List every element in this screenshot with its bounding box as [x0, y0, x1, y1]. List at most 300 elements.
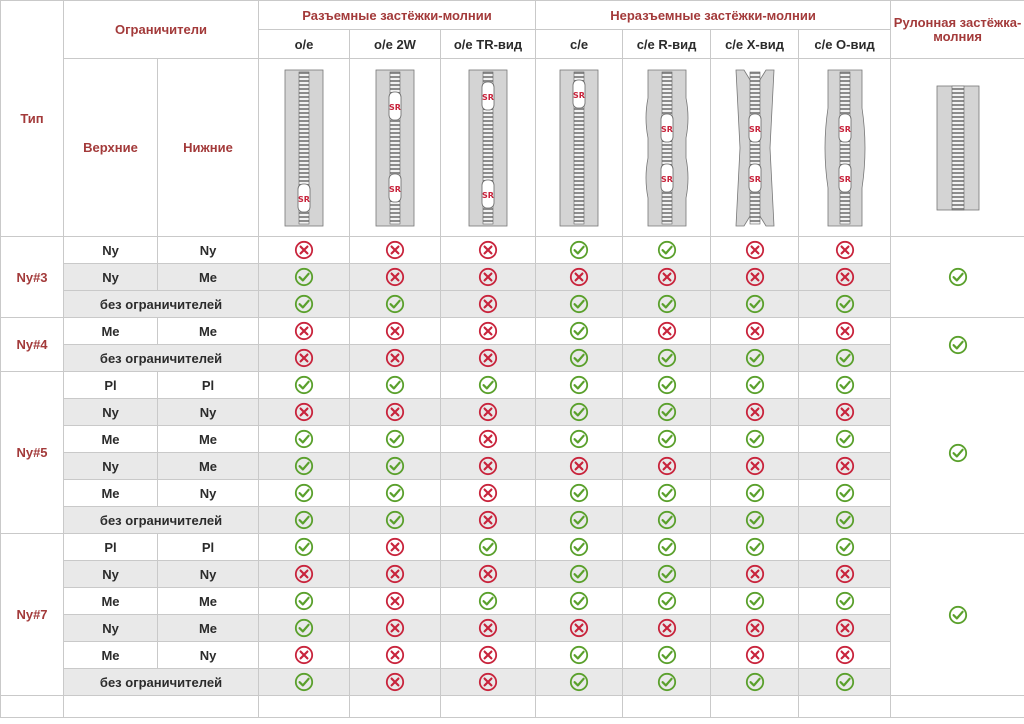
check-icon — [569, 402, 589, 422]
check-icon — [569, 537, 589, 557]
compat-cell — [350, 264, 441, 291]
check-icon — [745, 510, 765, 530]
compat-cell — [259, 561, 350, 588]
cross-icon — [478, 321, 498, 341]
compat-cell — [259, 264, 350, 291]
check-icon — [835, 294, 855, 314]
svg-text:SR: SR — [660, 174, 673, 184]
svg-text:SR: SR — [298, 194, 310, 204]
compat-cell — [441, 291, 536, 318]
lower-limiter-cell: Me — [158, 588, 259, 615]
cross-icon — [478, 456, 498, 476]
compat-cell — [799, 615, 891, 642]
compat-cell — [799, 669, 891, 696]
compat-cell — [623, 426, 711, 453]
empty-cell — [1, 696, 64, 718]
compat-cell — [623, 588, 711, 615]
compat-cell — [441, 669, 536, 696]
compat-cell — [350, 237, 441, 264]
zipper-image-cell — [536, 59, 623, 237]
compat-cell — [799, 453, 891, 480]
cross-icon — [745, 564, 765, 584]
compat-cell — [711, 669, 799, 696]
check-icon — [385, 375, 405, 395]
lower-limiter-cell: Ny — [158, 237, 259, 264]
compat-cell — [623, 561, 711, 588]
compat-cell — [441, 507, 536, 534]
compat-cell — [350, 453, 441, 480]
check-icon — [569, 429, 589, 449]
check-icon — [385, 483, 405, 503]
cross-icon — [385, 591, 405, 611]
upper-limiter-cell: Me — [64, 480, 158, 507]
check-icon — [294, 456, 314, 476]
lower-limiter-cell: Ny — [158, 399, 259, 426]
svg-text:SR: SR — [389, 102, 401, 112]
check-icon — [835, 348, 855, 368]
compat-cell — [536, 399, 623, 426]
compat-cell — [711, 318, 799, 345]
check-icon — [657, 564, 677, 584]
column-header: с/е R-вид — [623, 30, 711, 59]
empty-row — [1, 696, 1024, 718]
cross-icon — [294, 645, 314, 665]
cross-icon — [745, 645, 765, 665]
lower-limiter-cell: Me — [158, 318, 259, 345]
check-icon — [569, 564, 589, 584]
compat-cell — [623, 642, 711, 669]
compat-cell — [536, 426, 623, 453]
zipper-open-end-icon — [259, 68, 349, 228]
empty-cell — [891, 696, 1024, 718]
table-row — [1, 264, 1024, 291]
upper-limiter-cell: Ny — [64, 561, 158, 588]
zipper-open-end-tr-icon — [441, 68, 535, 228]
compat-cell — [441, 264, 536, 291]
check-icon — [657, 402, 677, 422]
check-icon — [569, 240, 589, 260]
cross-icon — [294, 564, 314, 584]
compat-cell — [441, 642, 536, 669]
no-limiters-cell: без ограничителей — [64, 291, 259, 318]
compat-cell — [350, 399, 441, 426]
upper-limiter-cell: Ny — [64, 453, 158, 480]
cross-icon — [657, 321, 677, 341]
cross-icon — [745, 267, 765, 287]
compat-cell — [799, 264, 891, 291]
compat-cell — [259, 615, 350, 642]
compat-cell — [623, 291, 711, 318]
compat-cell — [259, 588, 350, 615]
cross-icon — [478, 294, 498, 314]
svg-text:SR: SR — [482, 92, 494, 102]
compat-cell — [623, 480, 711, 507]
zipper-closed-end-r-icon — [623, 68, 710, 228]
cross-icon — [657, 618, 677, 638]
empty-cell — [711, 696, 799, 718]
compat-cell — [711, 372, 799, 399]
zipper-open-end-2way-icon — [350, 68, 440, 228]
roll-compat-cell — [891, 534, 1024, 696]
svg-text:SR: SR — [748, 174, 761, 184]
compat-cell — [711, 345, 799, 372]
check-icon — [657, 483, 677, 503]
compat-cell — [799, 399, 891, 426]
cross-icon — [294, 348, 314, 368]
upper-limiter-cell: Me — [64, 426, 158, 453]
type-cell: Ny#7 — [1, 534, 64, 696]
table-row — [1, 291, 1024, 318]
svg-text:SR: SR — [748, 124, 761, 134]
svg-text:SR: SR — [660, 124, 673, 134]
compat-cell — [259, 399, 350, 426]
type-cell: Ny#3 — [1, 237, 64, 318]
table-row — [1, 588, 1024, 615]
table-row — [1, 426, 1024, 453]
compat-cell — [536, 615, 623, 642]
compat-cell — [536, 561, 623, 588]
compat-cell — [623, 453, 711, 480]
table-row — [1, 561, 1024, 588]
compat-cell — [536, 372, 623, 399]
cross-icon — [385, 267, 405, 287]
compat-cell — [711, 615, 799, 642]
compat-cell — [536, 291, 623, 318]
zipper-roll-icon — [891, 84, 1024, 212]
column-header: с/е X-вид — [711, 30, 799, 59]
compat-cell — [350, 480, 441, 507]
compat-cell — [441, 588, 536, 615]
cross-icon — [478, 483, 498, 503]
lower-limiter-header: Нижние — [158, 59, 259, 237]
svg-text:SR: SR — [482, 190, 494, 200]
compat-cell — [711, 453, 799, 480]
roll-compat-cell — [891, 318, 1024, 372]
lower-limiter-cell: Me — [158, 615, 259, 642]
check-icon — [745, 294, 765, 314]
compat-cell — [259, 507, 350, 534]
cross-icon — [745, 456, 765, 476]
separable-group-header: Разъемные застёжки-молнии — [259, 1, 536, 30]
check-icon — [835, 483, 855, 503]
table-row — [1, 372, 1024, 399]
cross-icon — [835, 618, 855, 638]
upper-limiter-cell: Ny — [64, 237, 158, 264]
compat-cell — [259, 318, 350, 345]
zipper-image-cell — [623, 59, 711, 237]
check-icon — [294, 375, 314, 395]
cross-icon — [835, 267, 855, 287]
empty-cell — [441, 696, 536, 718]
check-icon — [478, 375, 498, 395]
check-icon — [569, 672, 589, 692]
cross-icon — [478, 267, 498, 287]
cross-icon — [745, 240, 765, 260]
check-icon — [948, 267, 968, 287]
table-row — [1, 453, 1024, 480]
cross-icon — [478, 672, 498, 692]
check-icon — [478, 537, 498, 557]
compat-cell — [711, 588, 799, 615]
check-icon — [569, 294, 589, 314]
cross-icon — [745, 402, 765, 422]
compat-cell — [623, 264, 711, 291]
cross-icon — [478, 645, 498, 665]
compat-cell — [711, 534, 799, 561]
compat-cell — [441, 399, 536, 426]
compat-cell — [711, 642, 799, 669]
lower-limiter-cell: Pl — [158, 372, 259, 399]
svg-text:SR: SR — [838, 124, 851, 134]
roll-compat-cell — [891, 237, 1024, 318]
compat-cell — [536, 480, 623, 507]
compat-cell — [441, 318, 536, 345]
check-icon — [294, 591, 314, 611]
compat-cell — [259, 480, 350, 507]
cross-icon — [745, 618, 765, 638]
cross-icon — [835, 456, 855, 476]
compat-cell — [536, 588, 623, 615]
cross-icon — [569, 267, 589, 287]
compat-cell — [799, 507, 891, 534]
check-icon — [478, 591, 498, 611]
check-icon — [745, 537, 765, 557]
compat-cell — [799, 345, 891, 372]
compat-cell — [350, 426, 441, 453]
check-icon — [657, 429, 677, 449]
table-row — [1, 345, 1024, 372]
compat-cell — [623, 534, 711, 561]
compat-cell — [799, 480, 891, 507]
compat-cell — [799, 372, 891, 399]
empty-cell — [623, 696, 711, 718]
zipper-image-cell — [441, 59, 536, 237]
check-icon — [569, 348, 589, 368]
check-icon — [835, 375, 855, 395]
cross-icon — [385, 645, 405, 665]
check-icon — [569, 510, 589, 530]
upper-limiter-cell: Ny — [64, 615, 158, 642]
roll-group-header: Рулонная застёжка-молния — [891, 1, 1024, 59]
zipper-closed-end-icon — [536, 68, 622, 228]
check-icon — [385, 456, 405, 476]
upper-limiter-cell: Ny — [64, 264, 158, 291]
no-limiters-cell: без ограничителей — [64, 507, 259, 534]
type-cell: Ny#4 — [1, 318, 64, 372]
compat-cell — [711, 426, 799, 453]
lower-limiter-cell: Me — [158, 426, 259, 453]
cross-icon — [569, 456, 589, 476]
cross-icon — [294, 321, 314, 341]
check-icon — [745, 483, 765, 503]
compat-cell — [799, 642, 891, 669]
lower-limiter-cell: Ny — [158, 561, 259, 588]
cross-icon — [478, 240, 498, 260]
upper-limiter-header: Верхние — [64, 59, 158, 237]
zipper-image-cell — [711, 59, 799, 237]
check-icon — [835, 591, 855, 611]
compat-cell — [350, 669, 441, 696]
cross-icon — [835, 645, 855, 665]
cross-icon — [478, 402, 498, 422]
svg-text:SR: SR — [389, 184, 401, 194]
zipper-closed-end-o-icon — [799, 68, 890, 228]
check-icon — [745, 348, 765, 368]
compat-cell — [536, 669, 623, 696]
check-icon — [569, 375, 589, 395]
check-icon — [745, 672, 765, 692]
check-icon — [569, 645, 589, 665]
compat-cell — [441, 345, 536, 372]
check-icon — [745, 429, 765, 449]
table-row — [1, 534, 1024, 561]
compat-cell — [536, 534, 623, 561]
compat-cell — [623, 399, 711, 426]
check-icon — [657, 294, 677, 314]
compat-cell — [259, 642, 350, 669]
nonseparable-group-header: Неразъемные застёжки-молнии — [536, 1, 891, 30]
cross-icon — [294, 402, 314, 422]
cross-icon — [657, 267, 677, 287]
cross-icon — [385, 537, 405, 557]
zipper-image-cell — [259, 59, 350, 237]
compat-cell — [441, 426, 536, 453]
compat-cell — [711, 237, 799, 264]
cross-icon — [294, 240, 314, 260]
upper-limiter-cell: Me — [64, 642, 158, 669]
compat-cell — [799, 237, 891, 264]
check-icon — [569, 591, 589, 611]
upper-limiter-cell: Pl — [64, 372, 158, 399]
cross-icon — [835, 564, 855, 584]
compat-cell — [536, 264, 623, 291]
compat-cell — [350, 291, 441, 318]
compat-cell — [711, 399, 799, 426]
check-icon — [657, 672, 677, 692]
compat-cell — [536, 642, 623, 669]
cross-icon — [385, 672, 405, 692]
compat-cell — [441, 237, 536, 264]
upper-limiter-cell: Me — [64, 318, 158, 345]
compat-cell — [711, 507, 799, 534]
check-icon — [294, 510, 314, 530]
lower-limiter-cell: Ny — [158, 642, 259, 669]
check-icon — [294, 483, 314, 503]
check-icon — [657, 348, 677, 368]
compat-cell — [623, 372, 711, 399]
no-limiters-cell: без ограничителей — [64, 345, 259, 372]
lower-limiter-cell: Pl — [158, 534, 259, 561]
cross-icon — [478, 348, 498, 368]
check-icon — [657, 510, 677, 530]
compat-cell — [623, 237, 711, 264]
compat-cell — [441, 453, 536, 480]
compat-cell — [441, 615, 536, 642]
compat-cell — [623, 507, 711, 534]
compat-cell — [623, 669, 711, 696]
cross-icon — [478, 618, 498, 638]
limiters-header: Ограничители — [64, 1, 259, 59]
check-icon — [657, 240, 677, 260]
compat-cell — [350, 318, 441, 345]
check-icon — [948, 443, 968, 463]
compat-cell — [799, 561, 891, 588]
check-icon — [948, 605, 968, 625]
compat-cell — [350, 507, 441, 534]
compat-cell — [441, 372, 536, 399]
check-icon — [294, 618, 314, 638]
check-icon — [745, 591, 765, 611]
compat-cell — [711, 264, 799, 291]
compat-cell — [799, 534, 891, 561]
zipper-closed-end-x-icon — [711, 68, 798, 228]
compat-cell — [259, 291, 350, 318]
check-icon — [835, 429, 855, 449]
roll-image-cell — [891, 59, 1024, 237]
compat-cell — [441, 480, 536, 507]
check-icon — [745, 375, 765, 395]
compat-cell — [536, 345, 623, 372]
compat-cell — [711, 291, 799, 318]
check-icon — [294, 429, 314, 449]
type-cell: Ny#5 — [1, 372, 64, 534]
compat-cell — [711, 480, 799, 507]
cross-icon — [385, 402, 405, 422]
cross-icon — [478, 429, 498, 449]
empty-cell — [536, 696, 623, 718]
table-row — [1, 615, 1024, 642]
check-icon — [294, 267, 314, 287]
table-row — [1, 507, 1024, 534]
check-icon — [385, 429, 405, 449]
cross-icon — [835, 402, 855, 422]
cross-icon — [835, 240, 855, 260]
compat-cell — [259, 453, 350, 480]
column-header: о/е — [259, 30, 350, 59]
compat-cell — [259, 669, 350, 696]
column-header: о/е TR-вид — [441, 30, 536, 59]
no-limiters-cell: без ограничителей — [64, 669, 259, 696]
check-icon — [948, 335, 968, 355]
table-row — [1, 237, 1024, 264]
compat-cell — [799, 318, 891, 345]
compat-cell — [441, 561, 536, 588]
lower-limiter-cell: Ny — [158, 480, 259, 507]
compat-cell — [711, 561, 799, 588]
roll-compat-cell — [891, 372, 1024, 534]
cross-icon — [478, 564, 498, 584]
upper-limiter-cell: Me — [64, 588, 158, 615]
compat-cell — [259, 534, 350, 561]
compat-cell — [799, 291, 891, 318]
check-icon — [294, 294, 314, 314]
compat-cell — [536, 507, 623, 534]
empty-cell — [64, 696, 259, 718]
column-header: с/е O-вид — [799, 30, 891, 59]
zipper-image-cell — [799, 59, 891, 237]
compat-cell — [259, 372, 350, 399]
table-row — [1, 642, 1024, 669]
svg-text:SR: SR — [573, 90, 585, 100]
type-header: Тип — [1, 1, 64, 237]
compat-cell — [350, 588, 441, 615]
compat-cell — [536, 237, 623, 264]
check-icon — [835, 510, 855, 530]
upper-limiter-cell: Ny — [64, 399, 158, 426]
cross-icon — [478, 510, 498, 530]
empty-cell — [350, 696, 441, 718]
lower-limiter-cell: Me — [158, 453, 259, 480]
